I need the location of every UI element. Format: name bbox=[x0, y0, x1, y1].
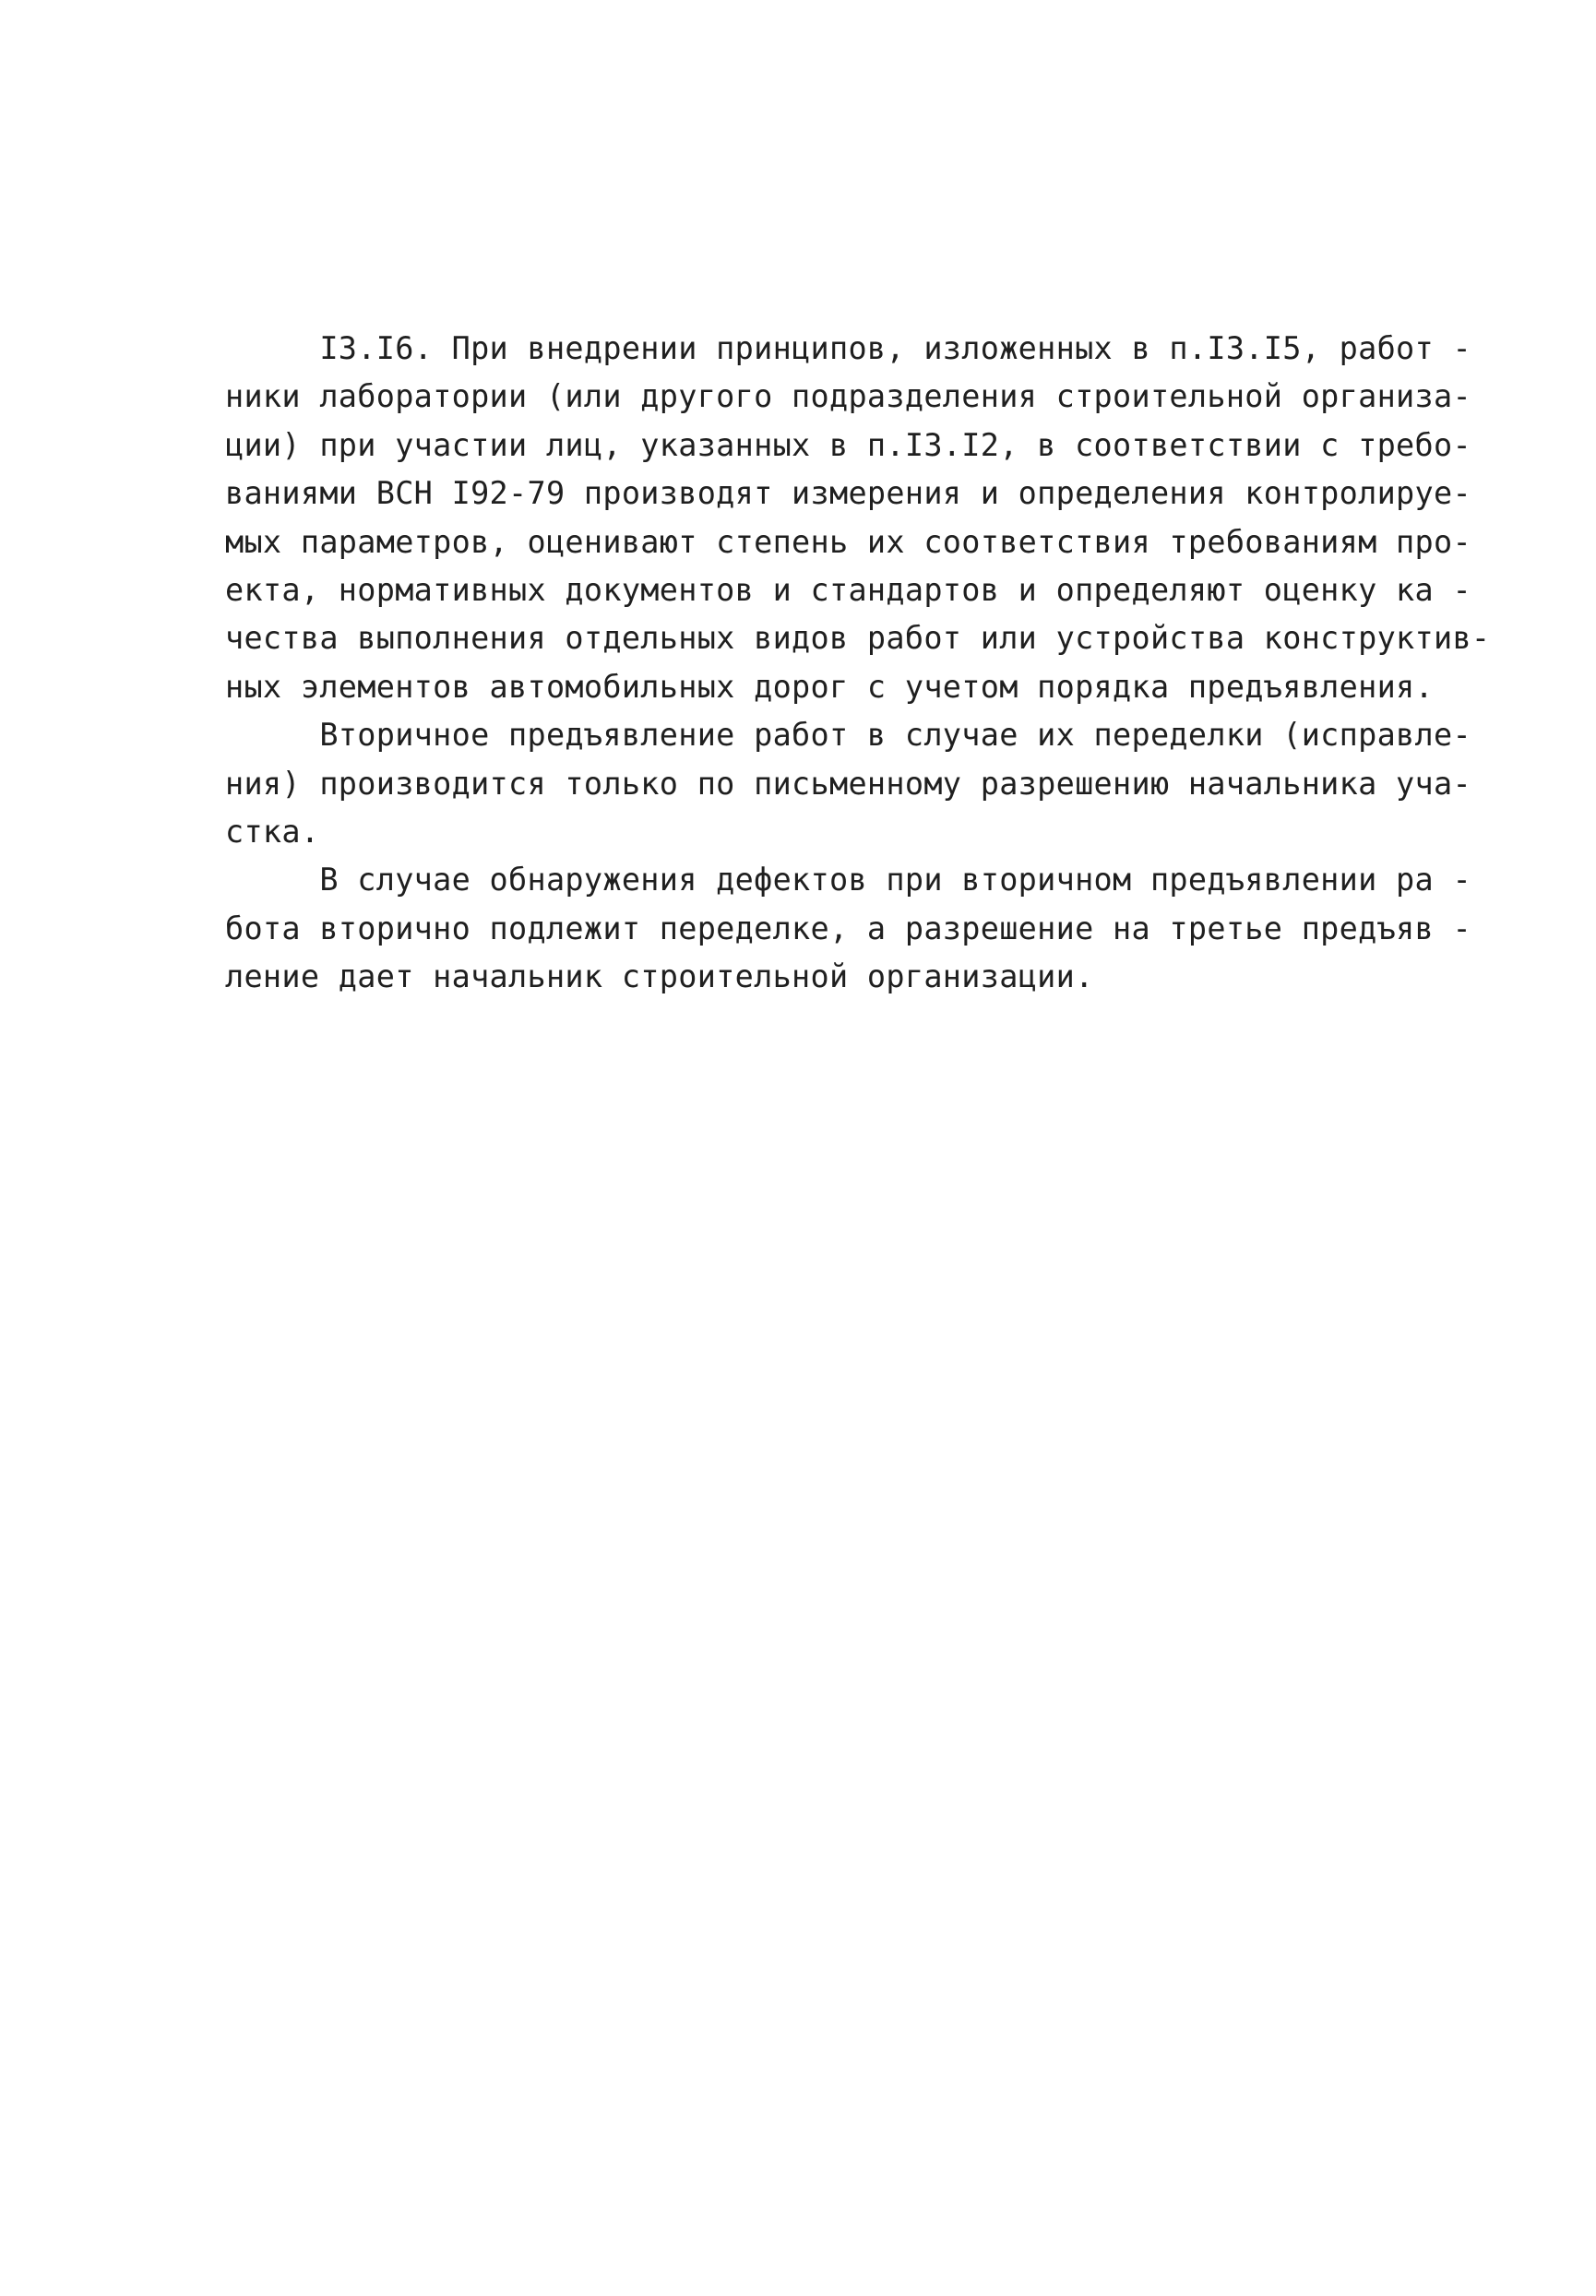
paragraph-line: ваниями ВСН I92-79 производят измерения и определения контролируе- bbox=[225, 475, 1471, 512]
paragraph-line: В случае обнаружения дефектов при вторичном предъявлении ра - bbox=[225, 862, 1471, 898]
paragraph-defects bbox=[225, 856, 1471, 1001]
paragraph-line: ники лаборатории (или другого подразделения строительной организа- bbox=[225, 378, 1471, 415]
paragraph-secondary-presentation bbox=[225, 711, 1471, 856]
paragraph-line: бота вторично подлежит переделке, а разрешение на третье предъяв - bbox=[225, 910, 1471, 946]
paragraph-13-16 bbox=[225, 325, 1491, 711]
paragraph-line: Вторичное предъявление работ в случае их переделки (исправле- bbox=[225, 717, 1471, 754]
document-body bbox=[225, 325, 1491, 1001]
paragraph-line: I3.I6. При внедрении принципов, изложенных в п.I3.I5, работ - bbox=[225, 330, 1471, 366]
paragraph-line: ции) при участии лиц, указанных в п.I3.I2, в соответствии с требо- bbox=[225, 426, 1471, 463]
paragraph-line: ния) производится только по письменному разрешению начальника уча- bbox=[225, 765, 1471, 802]
paragraph-line: стка. bbox=[225, 813, 320, 850]
paragraph-line: ление дает начальник строительной организации. bbox=[225, 958, 1094, 995]
paragraph-line: мых параметров, оценивают степень их соответствия требованиям про- bbox=[225, 523, 1471, 560]
paragraph-line: екта, нормативных документов и стандартов и определяют оценку ка - bbox=[225, 571, 1471, 608]
paragraph-line: ных элементов автомобильных дорог с учетом порядка предъявления. bbox=[225, 668, 1434, 705]
paragraph-line: чества выполнения отдельных видов работ или устройства конструктив- bbox=[225, 620, 1491, 657]
